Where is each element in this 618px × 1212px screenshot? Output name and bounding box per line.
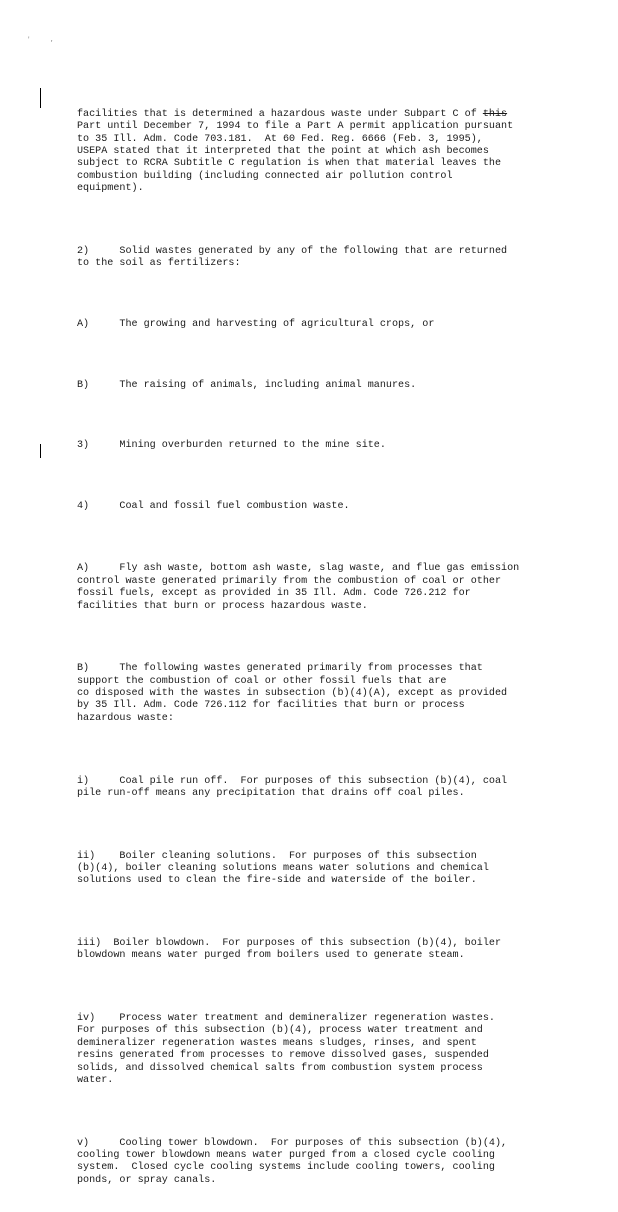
text-line: Part until December 7, 1994 to file a Part A permit application pursuant: [77, 121, 514, 133]
text-line: facilities that burn or process hazardous waste.: [77, 600, 368, 612]
paragraph-v: [77, 1138, 547, 1188]
text-line: 4) Coal and fossil fuel combustion waste.: [77, 500, 350, 512]
text-line: blowdown means water purged from boilers used to generate steam.: [77, 950, 465, 962]
text-line: subject to RCRA Subtitle C regulation is when that material leaves the: [77, 158, 502, 170]
paragraph-4B: [77, 663, 547, 725]
text-line: fossil fuels, except as provided in 35 Ill. Adm. Code 726.212 for: [77, 588, 471, 600]
text-line: 2) Solid wastes generated by any of the following that are returned: [77, 245, 508, 257]
text-line: ii) Boiler cleaning solutions. For purposes of this subsection: [77, 850, 477, 862]
text-line: i) Coal pile run off. For purposes of this subsection (b)(4), coal: [77, 775, 508, 787]
document-body: [77, 84, 547, 1212]
text-line: cooling tower blowdown means water purged from a closed cycle cooling: [77, 1150, 495, 1162]
paragraph-intro: [77, 109, 547, 196]
paragraph-3: [77, 440, 547, 452]
text-line: co disposed with the wastes in subsection (b)(4)(A), except as provided: [77, 688, 508, 700]
text-line: hazardous waste:: [77, 712, 174, 724]
text-line: USEPA stated that it interpreted that the point at which ash becomes: [77, 146, 489, 158]
text-line: by 35 Ill. Adm. Code 726.112 for facilities that burn or process: [77, 700, 465, 712]
text-line: equipment).: [77, 183, 144, 195]
text-line: to 35 Ill. Adm. Code 703.181. At 60 Fed. Reg. 6666 (Feb. 3, 1995),: [77, 133, 483, 145]
text-line: solutions used to clean the fire-side and waterside of the boiler.: [77, 875, 477, 887]
paragraph-4A: [77, 563, 547, 613]
text-line: system. Closed cycle cooling systems include cooling towers, cooling: [77, 1162, 495, 1174]
text-line: solids, and dissolved chemical salts from combustion system process: [77, 1062, 483, 1074]
text-line: control waste generated primarily from the combustion of coal or other: [77, 575, 502, 587]
text-line: v) Cooling tower blowdown. For purposes of this subsection (b)(4),: [77, 1137, 508, 1149]
paragraph-iii: [77, 938, 547, 963]
text-line: support the combustion of coal or other fossil fuels that are: [77, 675, 447, 687]
revision-bar: [40, 444, 41, 458]
text-line: resins generated from processes to remove dissolved gases, suspended: [77, 1050, 489, 1062]
paragraph-4: [77, 501, 547, 513]
paragraph-B: [77, 380, 547, 392]
text-line: A) Fly ash waste, bottom ash waste, slag waste, and flue gas emission: [77, 563, 520, 575]
text-line: 3) Mining overburden returned to the mine site.: [77, 440, 386, 452]
text-line: iii) Boiler blowdown. For purposes of this subsection (b)(4), boiler: [77, 937, 502, 949]
text-line: A) The growing and harvesting of agricultural crops, or: [77, 318, 435, 330]
paragraph-iv: [77, 1013, 547, 1087]
paragraph-ii: [77, 851, 547, 888]
revision-bar: [40, 88, 41, 108]
text-line: For purposes of this subsection (b)(4), process water treatment and: [77, 1025, 483, 1037]
text-line: B) The raising of animals, including animal manures.: [77, 379, 417, 391]
text-line: iv) Process water treatment and demineralizer regeneration wastes.: [77, 1013, 495, 1024]
struck-word: this: [482, 108, 508, 120]
text-line: combustion building (including connected air pollution control: [77, 170, 453, 182]
paragraph-A: [77, 319, 547, 331]
scan-speck-marks: ' ,: [27, 36, 62, 43]
text-line: ponds, or spray canals.: [77, 1174, 217, 1186]
text-line: B) The following wastes generated primarily from processes that: [77, 663, 483, 675]
text-line: to the soil as fertilizers:: [77, 258, 241, 270]
text-line: facilities that is determined a hazardous waste under Subpart C of: [77, 108, 483, 120]
paragraph-2: [77, 246, 547, 271]
text-line: pile run-off means any precipitation that drains off coal piles.: [77, 787, 465, 799]
text-line: water.: [77, 1075, 114, 1087]
text-line: demineralizer regeneration wastes means sludges, rinses, and spent: [77, 1037, 477, 1049]
paragraph-i: [77, 776, 547, 801]
text-line: (b)(4), boiler cleaning solutions means water solutions and chemical: [77, 862, 489, 874]
